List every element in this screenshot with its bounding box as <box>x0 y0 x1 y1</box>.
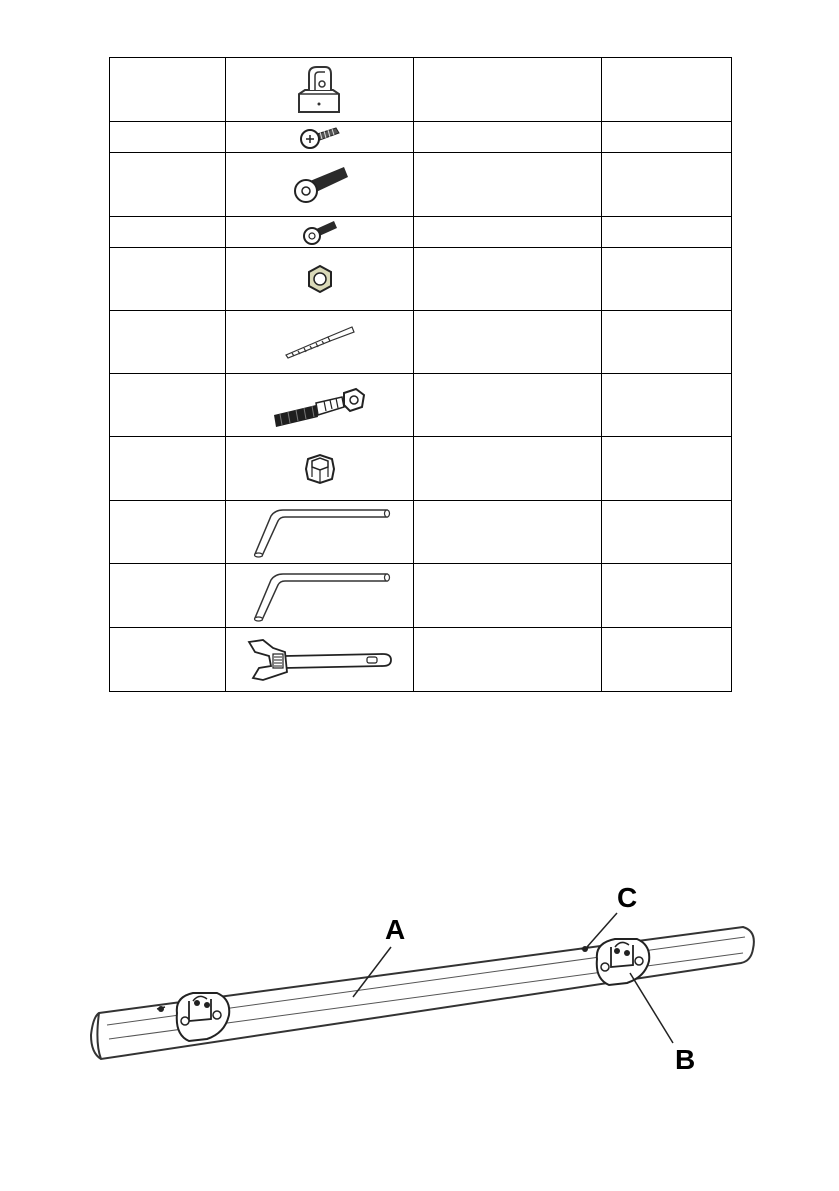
long-bolt-icon <box>290 163 350 207</box>
bracket-block-icon <box>295 64 345 116</box>
allen-key-small-icon <box>247 570 393 622</box>
part-code-cell <box>110 311 226 374</box>
leader-line-b <box>630 973 673 1043</box>
part-description-cell <box>414 628 602 692</box>
part-description-cell <box>414 217 602 248</box>
table-row <box>110 248 732 311</box>
part-code-cell <box>110 58 226 122</box>
table-row <box>110 217 732 248</box>
part-code-cell <box>110 374 226 437</box>
part-quantity-cell <box>602 501 732 564</box>
part-image-cell <box>226 122 414 153</box>
part-code-cell <box>110 437 226 501</box>
table-row <box>110 501 732 564</box>
part-quantity-cell <box>602 122 732 153</box>
part-image-cell <box>226 501 414 564</box>
part-code-cell <box>110 501 226 564</box>
part-quantity-cell <box>602 437 732 501</box>
hex-socket-icon <box>300 453 340 485</box>
part-image-cell <box>226 311 414 374</box>
part-quantity-cell <box>602 217 732 248</box>
hex-nut-icon <box>305 264 335 294</box>
part-description-cell <box>414 248 602 311</box>
part-code-cell <box>110 153 226 217</box>
part-description-cell <box>414 311 602 374</box>
table-row <box>110 122 732 153</box>
part-description-cell <box>414 437 602 501</box>
table-row <box>110 628 732 692</box>
part-description-cell <box>414 564 602 628</box>
part-image-cell <box>226 217 414 248</box>
part-image-cell <box>226 437 414 501</box>
part-code-cell <box>110 564 226 628</box>
part-quantity-cell <box>602 628 732 692</box>
part-description-cell <box>414 374 602 437</box>
part-quantity-cell <box>602 248 732 311</box>
parts-table <box>109 57 732 692</box>
part-image-cell <box>226 374 414 437</box>
label-b: B <box>675 1044 696 1075</box>
part-code-cell <box>110 248 226 311</box>
table-row <box>110 564 732 628</box>
part-quantity-cell <box>602 374 732 437</box>
part-quantity-cell <box>602 311 732 374</box>
assembly-diagram <box>85 875 765 1085</box>
allen-key-large-icon <box>247 506 393 558</box>
phillips-screw-icon <box>296 123 344 151</box>
drill-bit-icon <box>282 325 358 359</box>
part-image-cell <box>226 153 414 217</box>
part-image-cell <box>226 58 414 122</box>
part-code-cell <box>110 217 226 248</box>
table-row <box>110 374 732 437</box>
part-image-cell <box>226 248 414 311</box>
part-description-cell <box>414 122 602 153</box>
part-quantity-cell <box>602 58 732 122</box>
label-a: A <box>385 914 406 945</box>
part-description-cell <box>414 58 602 122</box>
part-description-cell <box>414 153 602 217</box>
part-image-cell <box>226 564 414 628</box>
part-description-cell <box>414 501 602 564</box>
short-bolt-icon <box>300 218 340 246</box>
part-quantity-cell <box>602 153 732 217</box>
part-code-cell <box>110 122 226 153</box>
part-quantity-cell <box>602 564 732 628</box>
label-c: C <box>617 882 638 913</box>
table-row <box>110 153 732 217</box>
adjustable-wrench-icon <box>245 638 395 682</box>
part-image-cell <box>226 628 414 692</box>
wall-anchor-bolt-icon <box>270 383 370 427</box>
part-code-cell <box>110 628 226 692</box>
table-row <box>110 58 732 122</box>
table-row <box>110 437 732 501</box>
table-row <box>110 311 732 374</box>
